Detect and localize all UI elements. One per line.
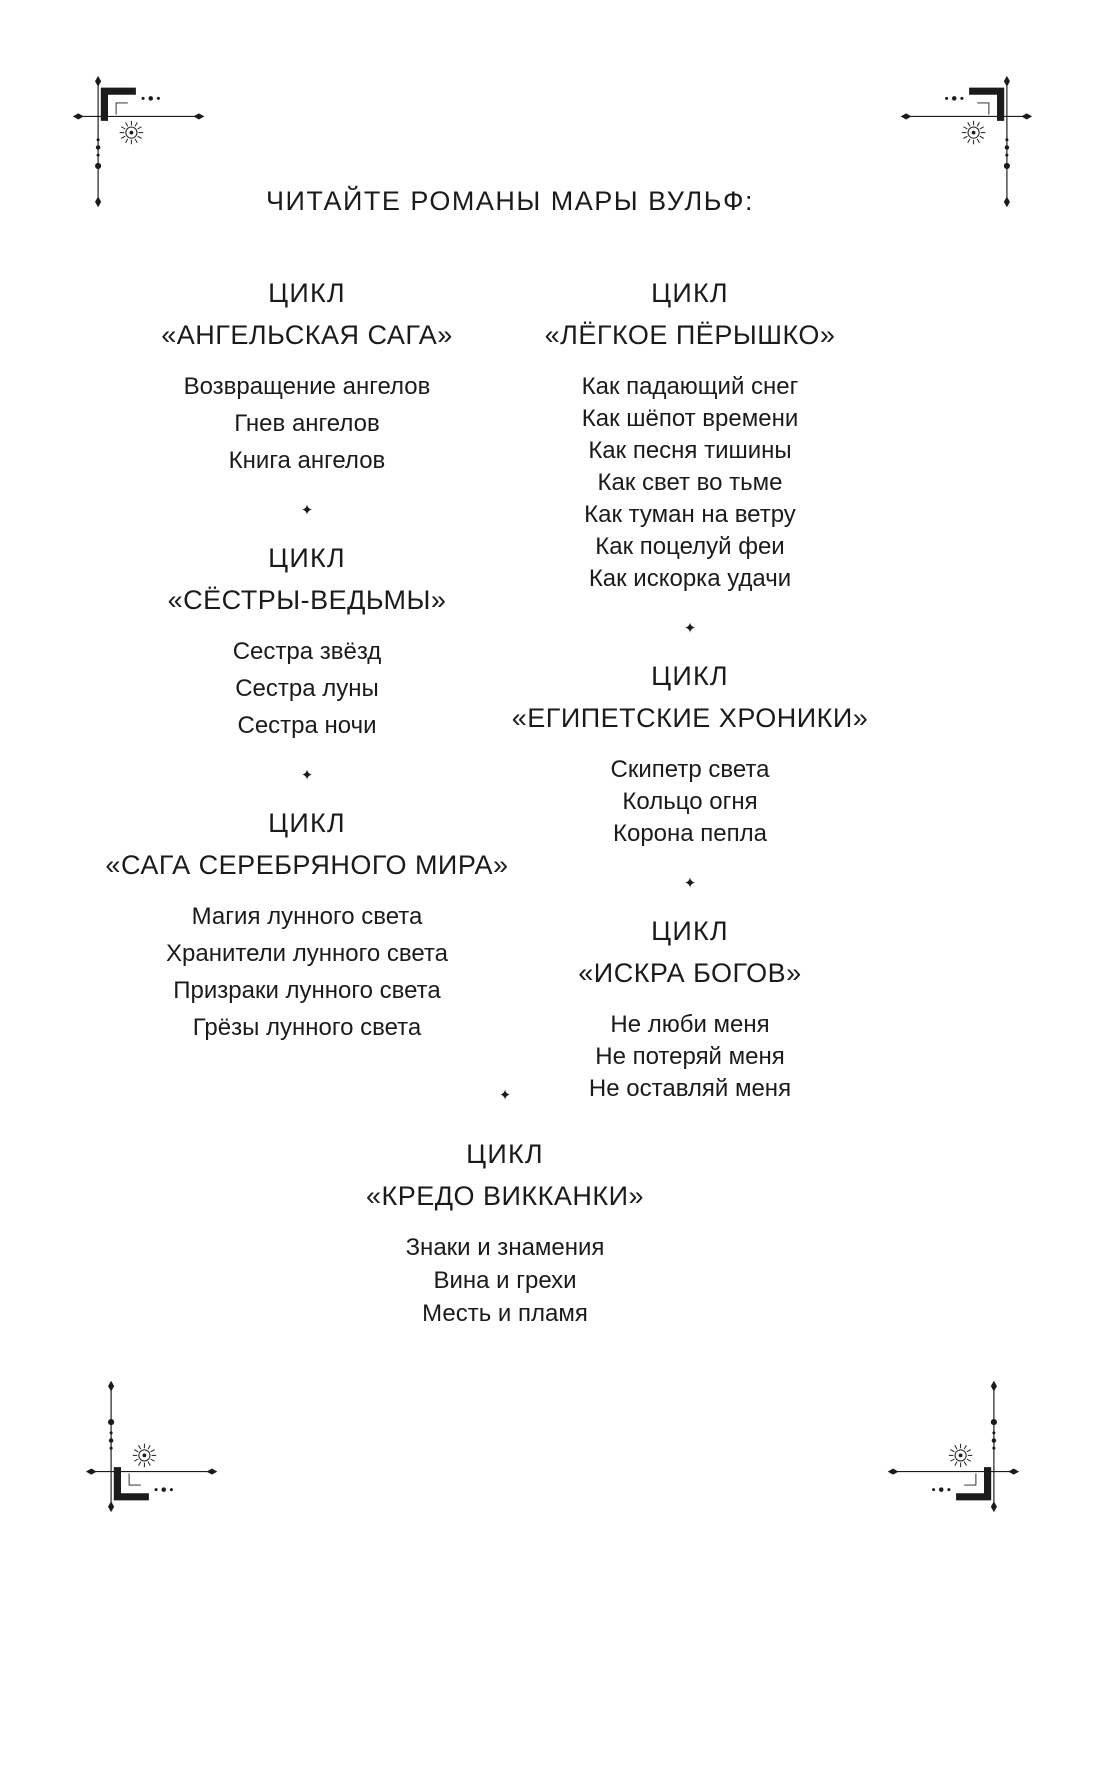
cycle-name: «ЕГИПЕТСКИЕ ХРОНИКИ» [511,703,869,734]
book-title: Вина и грехи [433,1267,577,1295]
book-title: Как поцелуй феи [595,533,785,561]
cycle-label: ЦИКЛ [466,1139,544,1169]
right-column [445,278,935,1106]
book-title: Как шёпот времени [581,405,799,433]
book-title: Не оставляй меня [588,1075,792,1103]
cycle-name: «КРЕДО ВИККАНКИ» [365,1181,645,1212]
book-list [0,1233,1010,1329]
book-title: Как падающий снег [581,373,799,401]
book-title: Книга ангелов [228,447,386,475]
book-title: Как свет во тьме [597,469,783,497]
cycle-label: ЦИКЛ [651,661,729,692]
book-title: Хранители лунного света [166,940,448,968]
book-title: Магия лунного света [191,903,423,931]
corner-ornament-bottom-left-icon [85,1378,220,1513]
star-separator-icon: ✦ [300,501,314,520]
book-title: Месть и пламя [422,1300,588,1328]
book-title: Не люби меня [610,1011,770,1039]
section-wiccan-creed [0,1139,1010,1329]
book-title: Сестра луны [235,675,379,703]
star-separator-icon: ✦ [498,1086,512,1104]
cycle-name: «СЁСТРЫ-ВЕДЬМЫ» [167,585,447,616]
book-title: Корона пепла [613,820,767,848]
cycle-label: ЦИКЛ [268,543,346,574]
book-title: Сестра ночи [237,712,377,740]
book-title: Как искорка удачи [588,565,792,593]
cycle-label: ЦИКЛ [651,916,729,947]
book-list [445,372,935,594]
book-title: Кольцо огня [622,788,758,816]
cycle-name: «ИСКРА БОГОВ» [578,958,802,989]
bottom-section-wrapper [0,1088,1010,1332]
cycle-name: «САГА СЕРЕБРЯНОГО МИРА» [105,850,509,881]
corner-ornament-bottom-right-icon [885,1378,1020,1513]
cycle-label: ЦИКЛ [268,808,346,839]
cycle-name: «ЛЁГКОЕ ПЁРЫШКО» [544,320,836,351]
section-light-feather [445,278,935,594]
star-separator-icon: ✦ [300,766,314,785]
book-title: Как песня тишины [588,437,792,465]
book-title: Грёзы лунного света [192,1014,422,1042]
book-title: Знаки и знамения [405,1234,605,1262]
page-title: ЧИТАЙТЕ РОМАНЫ МАРЫ ВУЛЬФ: [266,186,754,216]
book-title: Гнев ангелов [234,410,380,438]
book-list [445,755,935,849]
book-title: Скипетр света [610,756,770,784]
book-title: Не потеряй меня [595,1043,785,1071]
cycle-label: ЦИКЛ [268,278,346,308]
section-spark-of-gods [445,916,935,1104]
book-title: Сестра звёзд [232,638,382,666]
cycle-label: ЦИКЛ [651,278,729,308]
cycle-name: «АНГЕЛЬСКАЯ САГА» [161,320,453,351]
book-title: Призраки лунного света [173,977,441,1005]
book-title: Возвращение ангелов [183,373,431,401]
section-egyptian-chronicles [445,661,935,849]
book-title: Как туман на ветру [584,501,796,529]
star-separator-icon: ✦ [683,619,697,638]
star-separator-icon: ✦ [683,874,697,893]
